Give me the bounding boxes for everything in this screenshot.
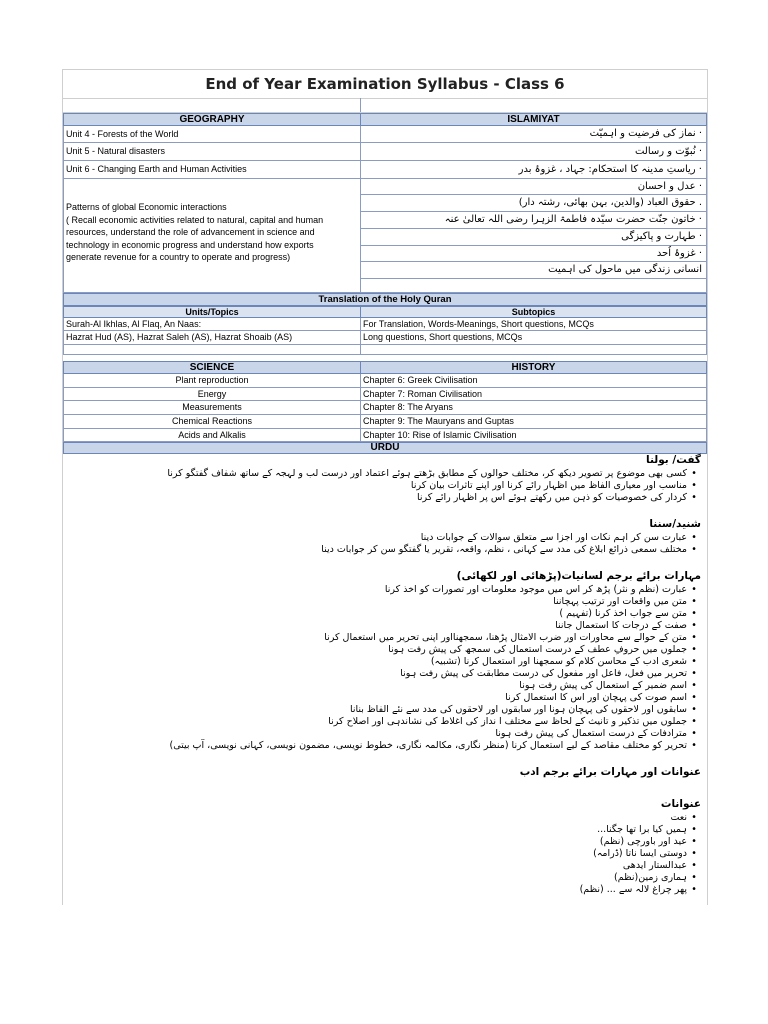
islamiyat-header: ISLAMIYAT <box>360 113 707 126</box>
list-item: •مترادفات کے درست استعمال کی پیش رفت ہونا <box>495 728 697 739</box>
quran-subtopic: For Translation, Words-Meanings, Short questions, MCQs <box>360 318 707 331</box>
quran-unit: Hazrat Hud (AS), Hazrat Saleh (AS), Hazrat Shoaib (AS) <box>63 331 361 345</box>
list-item: •تحریر میں فعل، فاعل اور مفعول کی درست مطابقت کی پیش رفت ہونا <box>400 668 697 679</box>
list-item: •جملوں میں تذکیر و تانیث کے لحاظ سے مختلف ا نداز کی اغلاط کی نشاندہی اور اصلاح کرنا <box>328 716 697 727</box>
item-text: نعت <box>670 812 687 823</box>
history-row: Chapter 7: Roman Civilisation <box>360 388 707 401</box>
item-text: اسم صوت کی پہچان اور اس کا استعمال کرنا <box>505 692 687 703</box>
patterns-line: ( Recall economic activities related to natural, capital and human <box>66 214 324 225</box>
list-item: •متن سے جواب اخذ کرنا (تفہیم ) <box>559 608 697 619</box>
science-row: Measurements <box>63 401 361 415</box>
titles-skills-heading: عنوانات اور مہارات برائے برجم ادب <box>519 766 701 778</box>
item-text: متن کے حوالے سے محاورات اور ضرب الامثال پڑھنا، سمجھنااور اپنی تحریر میں استعمال کرنا <box>324 632 687 643</box>
geography-row: Unit 5 - Natural disasters <box>63 143 361 161</box>
item-text: جملوں میں تذکیر و تانیث کے لحاظ سے مختلف ا نداز کی اغلاط کی نشاندہی اور اصلاح کرنا <box>328 716 687 727</box>
item-text: ہماری زمین(نظم) <box>614 872 687 883</box>
list-item: •اسم صوت کی پہچان اور اس کا استعمال کرنا <box>505 692 697 703</box>
list-item: •ہماری زمین(نظم) <box>614 872 697 883</box>
list-item: •متن کے حوالے سے محاورات اور ضرب الامثال پڑھنا، سمجھنااور اپنی تحریر میں استعمال کرنا <box>324 632 697 643</box>
list-item: •تحریر کو مختلف مقاصد کے لیے استعمال کرنا (منظر نگاری، مکالمہ نگاری، خطوط نویسی، مضمون نویسی، کہانی نویسی، آپ بیتی) <box>169 740 697 751</box>
item-text: جملوں میں حروفِ عطف کے درست استعمال کی سمجھ کی پیش رفت ہونا <box>388 644 687 655</box>
divider <box>63 98 707 99</box>
geography-patterns <box>63 179 361 293</box>
geography-header: GEOGRAPHY <box>63 113 361 126</box>
patterns-line: Patterns of global Economic interactions <box>66 202 227 212</box>
item-text: دوستی ایسا ناتا (ڈرامہ) <box>593 848 687 859</box>
item-text: کردار کی خصوصیات کو ذہن میں رکھتے ہوئے اس پر اظہار رائے کرنا <box>416 492 687 503</box>
list-item: •دوستی ایسا ناتا (ڈرامہ) <box>593 848 697 859</box>
item-text: ہمیں کیا برا تھا جگنا... <box>597 824 687 835</box>
item-text: عید اور باورچی (نظم) <box>599 836 687 847</box>
divider <box>360 98 361 112</box>
list-item: •عبدالستار ایدھی <box>622 860 697 871</box>
list-item: •صفت کے درجات کا استعمال جاننا <box>555 620 697 631</box>
empty-cell <box>360 345 707 355</box>
quran-header: Translation of the Holy Quran <box>63 293 707 306</box>
list-item: •متن میں واقعات اور ترتیب پہچاننا <box>553 596 697 607</box>
history-header: HISTORY <box>360 361 707 374</box>
list-item: •عبارت سن کر اہم نکات اور اجزا سے متعلق سوالات کے جوابات دینا <box>420 532 697 543</box>
list-item: •شعری ادب کے محاسن کلام کو سمجھنا اور استعمال کرنا (تشبیہ) <box>430 656 697 667</box>
skills-title: مہارات برائے برجم لسانیات(پڑھائی اور لکھائی) <box>456 570 701 582</box>
item-text: شعری ادب کے محاسن کلام کو سمجھنا اور استعمال کرنا (تشبیہ) <box>430 656 687 667</box>
item-text: مختلف سمعی ذرائع ابلاغ کی مدد سے کہانی ، نظم، واقعہ، تقریر یا گفتگو سن کر جوابات دینا <box>321 544 687 555</box>
islamiyat-row: انسانی زندگی میں ماحول کی اہمیت <box>360 262 707 279</box>
empty-cell <box>360 279 707 293</box>
item-text: اسم ضمیر کے استعمال کی پیش رفت ہونا <box>519 680 687 691</box>
urdu-header: URDU <box>63 442 707 454</box>
list-item: •پھر چراغ لالہ سے ... (نظم) <box>579 884 697 895</box>
history-row: Chapter 9: The Mauryans and Guptas <box>360 415 707 429</box>
geography-row: Unit 6 - Changing Earth and Human Activities <box>63 161 361 179</box>
item-text: متن میں واقعات اور ترتیب پہچاننا <box>553 596 687 607</box>
list-item: •ہمیں کیا برا تھا جگنا... <box>597 824 697 835</box>
science-row: Energy <box>63 388 361 401</box>
item-text: صفت کے درجات کا استعمال جاننا <box>555 620 687 631</box>
quran-col-subtopics: Subtopics <box>360 306 707 318</box>
islamiyat-row: · خاتون جنّت حضرت سیّدہ فاطمۃ الزہرا رضی اللہ تعالیٰ عنہ <box>360 212 707 229</box>
item-text: کسی بھی موضوع پر تصویر دیکھ کر، مختلف حوالوں کے مطابق بڑھتے ہوئے اعتماد اور درست لب و لہجہ کے ساتھ شفاف گفتگو کرنا <box>167 468 687 479</box>
islamiyat-row: · طہارت و پاکیزگی <box>360 229 707 246</box>
empty-cell <box>63 345 361 355</box>
item-text: عبارت (نظم و نثر) پڑھ کر اس میں موجود معلومات اور تصورات کو اخذ کرنا <box>384 584 687 595</box>
islamiyat-row: · ریاستِ مدینہ کا استحکام: جہاد ، غزوۂ بدر <box>360 161 707 179</box>
islamiyat-row: · عدل و احسان <box>360 179 707 195</box>
geography-row: Unit 4 - Forests of the World <box>63 126 361 143</box>
page-title: End of Year Examination Syllabus - Class 6 <box>205 75 565 93</box>
list-item: •عبارت (نظم و نثر) پڑھ کر اس میں موجود معلومات اور تصورات کو اخذ کرنا <box>384 584 697 595</box>
list-item: •مختلف سمعی ذرائع ابلاغ کی مدد سے کہانی ، نظم، واقعہ، تقریر یا گفتگو سن کر جوابات دینا <box>321 544 697 555</box>
list-item: •کردار کی خصوصیات کو ذہن میں رکھتے ہوئے اس پر اظہار رائے کرنا <box>416 492 697 503</box>
islamiyat-row: · غزوۂ اُحد <box>360 246 707 262</box>
titles-title: عنوانات <box>660 798 701 810</box>
list-item: •سابقوں اور لاحقوں کی پہچان ہونا اور سابقوں اور لاحقوں کی مدد سے نئے الفاظ بنانا <box>349 704 697 715</box>
listening-title: شنید/سننا <box>649 518 701 530</box>
syllabus-sheet <box>62 69 708 905</box>
item-text: عبارت سن کر اہم نکات اور اجزا سے متعلق سوالات کے جوابات دینا <box>420 532 687 543</box>
patterns-line: resources, understand the role of advancement in science and <box>66 227 315 237</box>
list-item: •مناسب اور معیاری الفاظ میں اظہار رائے کرنا اور اپنے تاثرات بیان کرنا <box>410 480 697 491</box>
patterns-line: technology in economic progress and understand how exports <box>66 239 314 250</box>
item-text: تحریر کو مختلف مقاصد کے لیے استعمال کرنا (منظر نگاری، مکالمہ نگاری، خطوط نویسی، مضمون نویسی، کہانی نویسی، آپ بیتی) <box>169 740 687 751</box>
list-item: •عید اور باورچی (نظم) <box>599 836 697 847</box>
quran-subtopic: Long questions, Short questions, MCQs <box>360 331 707 345</box>
item-text: مناسب اور معیاری الفاظ میں اظہار رائے کرنا اور اپنے تاثرات بیان کرنا <box>410 480 687 491</box>
item-text: سابقوں اور لاحقوں کی پہچان ہونا اور سابقوں اور لاحقوں کی مدد سے نئے الفاظ بنانا <box>349 704 687 715</box>
item-text: متن سے جواب اخذ کرنا (تفہیم ) <box>559 608 687 619</box>
speaking-title: گفت/ بولنا <box>646 454 701 466</box>
list-item: •جملوں میں حروفِ عطف کے درست استعمال کی سمجھ کی پیش رفت ہونا <box>388 644 697 655</box>
history-row: Chapter 10: Rise of Islamic Civilisation <box>360 429 707 442</box>
history-row: Chapter 6: Greek Civilisation <box>360 374 707 388</box>
item-text: مترادفات کے درست استعمال کی پیش رفت ہونا <box>495 728 687 739</box>
quran-col-units: Units/Topics <box>63 306 361 318</box>
science-row: Plant reproduction <box>63 374 361 388</box>
item-text: پھر چراغ لالہ سے ... (نظم) <box>579 884 687 895</box>
history-row: Chapter 8: The Aryans <box>360 401 707 415</box>
list-item: •کسی بھی موضوع پر تصویر دیکھ کر، مختلف حوالوں کے مطابق بڑھتے ہوئے اعتماد اور درست لب و لہجہ کے ساتھ شفاف گفتگو کرنا <box>167 468 697 479</box>
list-item: •نعت <box>670 812 697 823</box>
islamiyat-row: · نُبوّت و رسالت <box>360 143 707 161</box>
islamiyat-row: · نماز کی فرضیت و اہمیّت <box>360 126 707 143</box>
item-text: تحریر میں فعل، فاعل اور مفعول کی درست مطابقت کی پیش رفت ہونا <box>400 668 687 679</box>
item-text: عبدالستار ایدھی <box>622 860 687 871</box>
quran-unit: Surah-Al Ikhlas, Al Flaq, An Naas: <box>63 318 361 331</box>
science-header: SCIENCE <box>63 361 361 374</box>
science-row: Acids and Alkalis <box>63 429 361 442</box>
patterns-line: generate revenue for a country to operate and progress) <box>66 252 291 262</box>
science-row: Chemical Reactions <box>63 415 361 429</box>
islamiyat-row: . حقوق العباد (والدین، بہن بھائی، رشتہ دار) <box>360 195 707 212</box>
list-item: •اسم ضمیر کے استعمال کی پیش رفت ہونا <box>519 680 697 691</box>
